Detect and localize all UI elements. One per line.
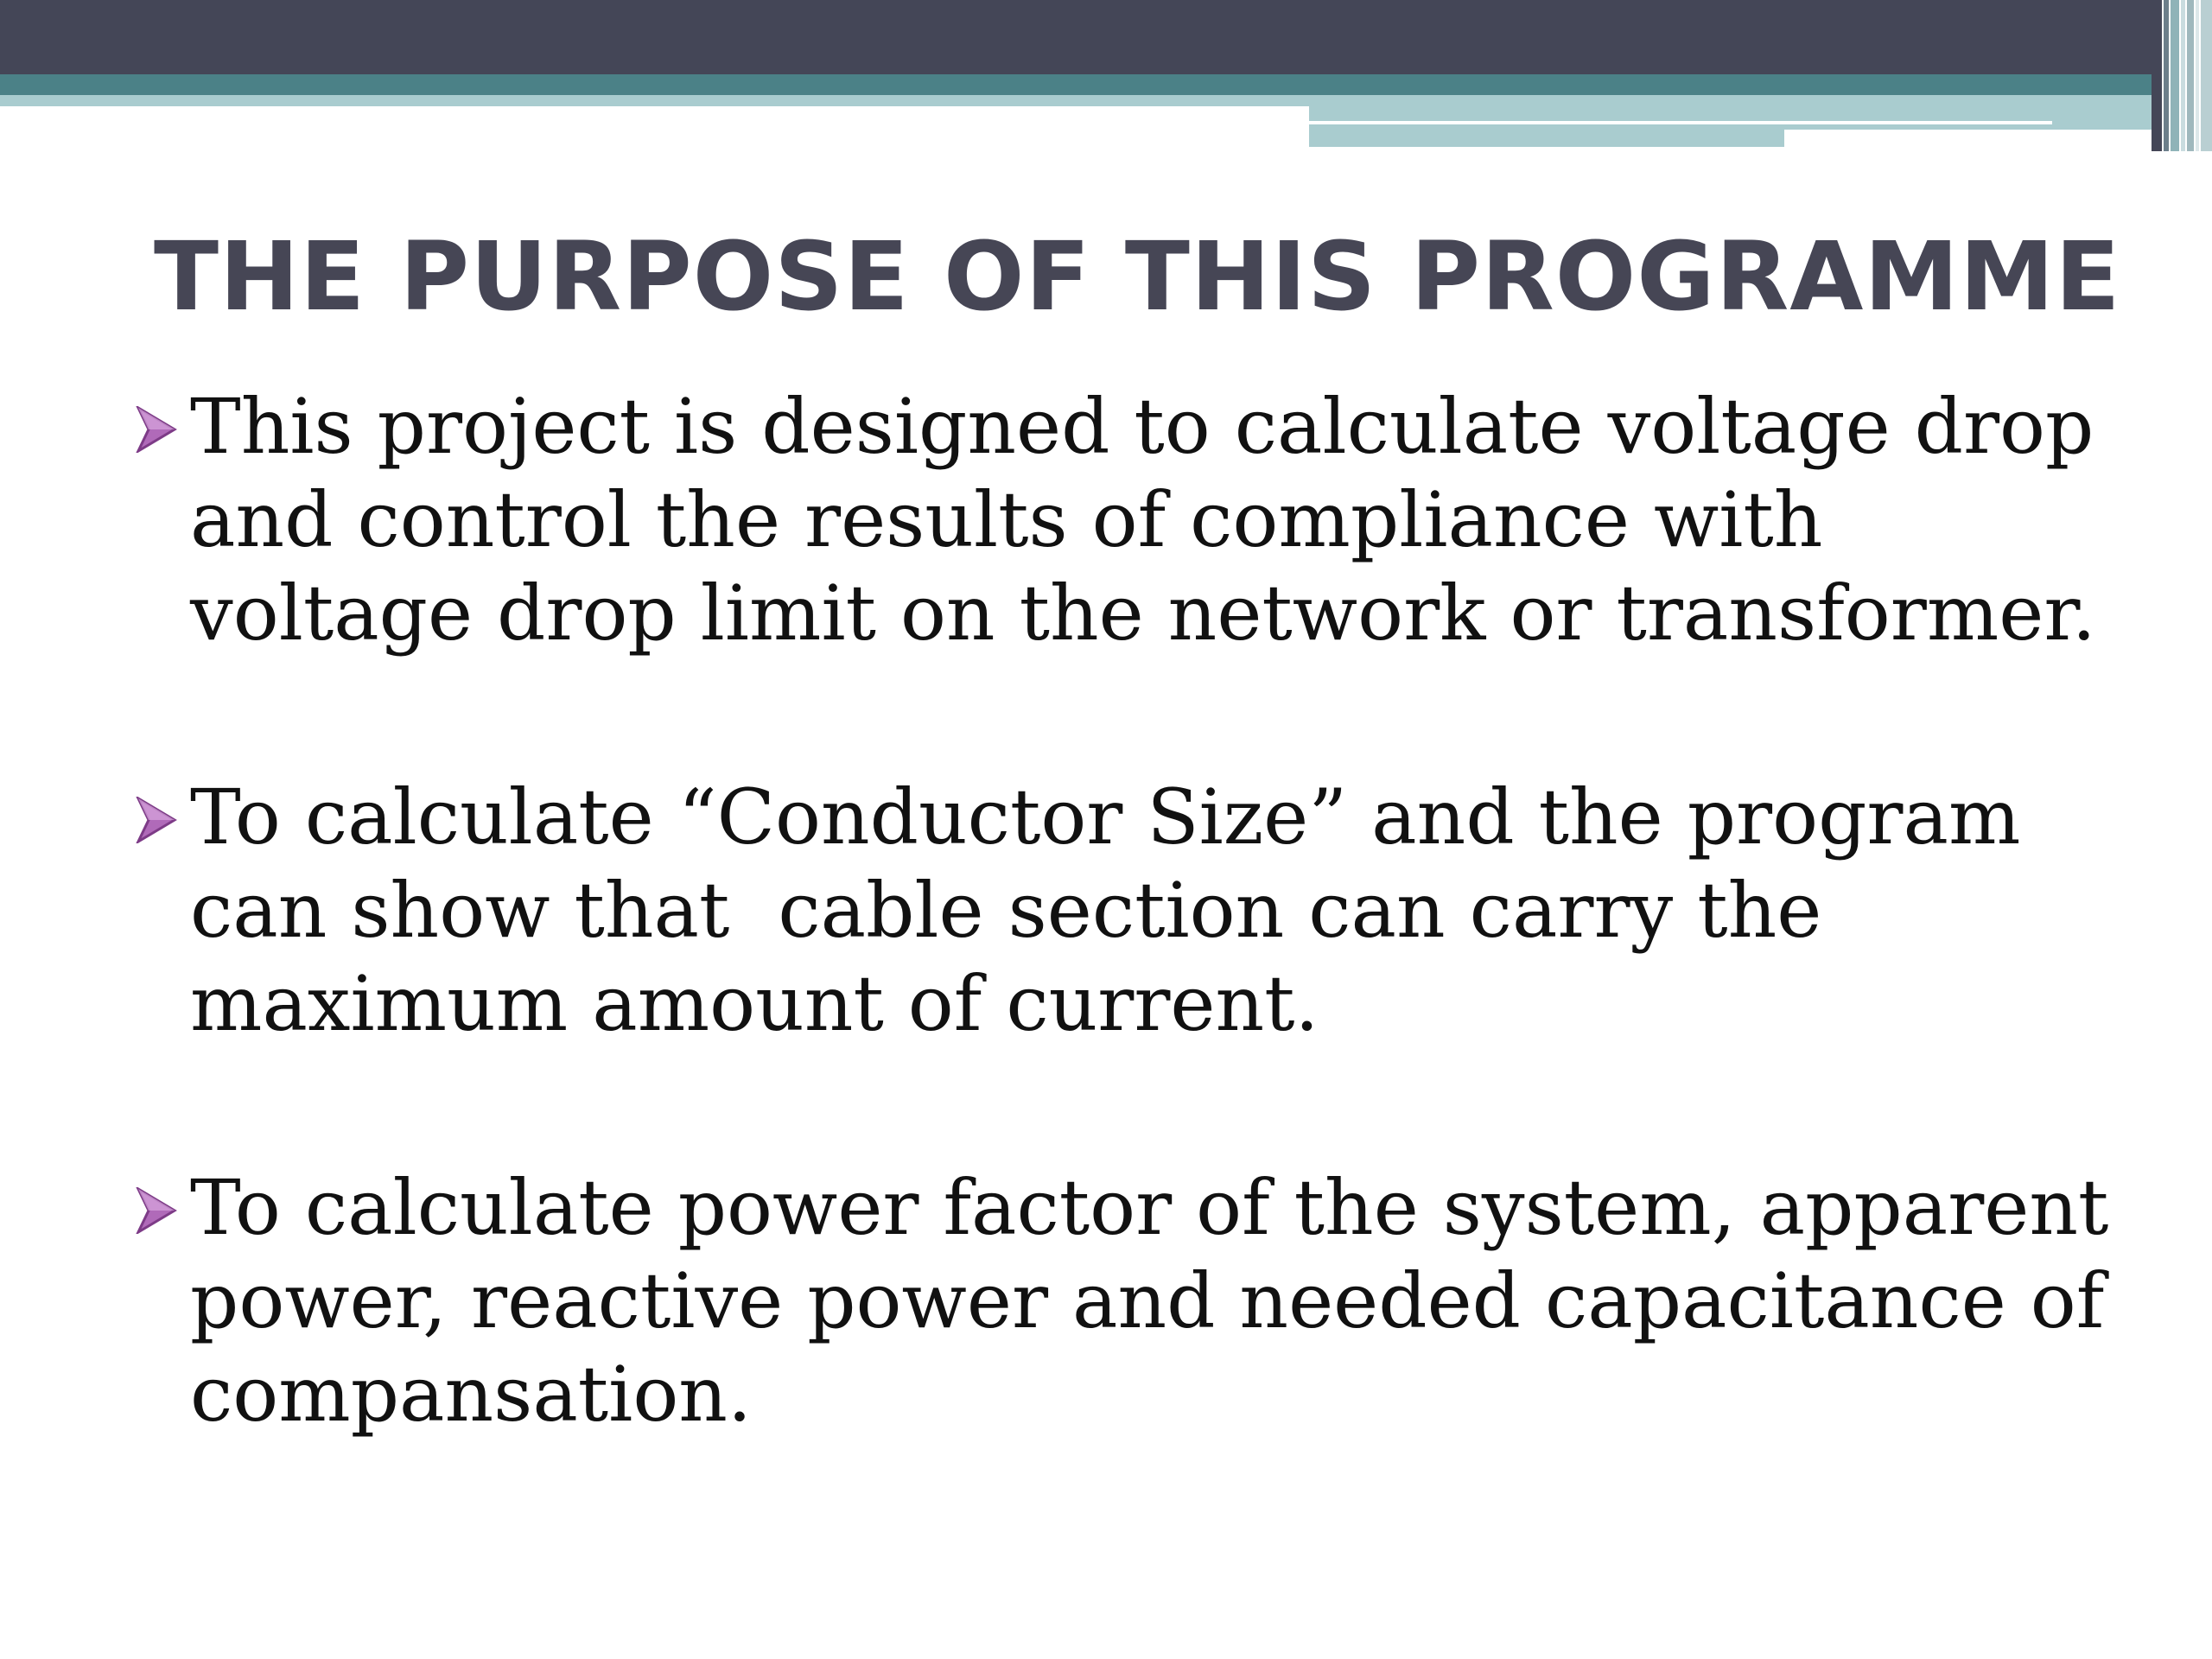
- arrowhead-bullet-icon: [135, 406, 178, 453]
- header-thin-line: [1309, 121, 2052, 124]
- header-band-dark: [0, 0, 2152, 74]
- bullet-text: To calculate “Conductor Size” and the program can show that cable section can carry the maximum amount of current.: [190, 772, 2045, 1048]
- bullet-item: [130, 1161, 2133, 1441]
- header-band-teal: [0, 74, 2152, 95]
- header-band-light-left: [0, 95, 1309, 106]
- bullet-text: This project is designed to calculate voltage drop and control the results of compliance with voltage drop limit on the network or transformer.: [190, 382, 2119, 658]
- header-edge-bars: [2152, 0, 2212, 151]
- bullet-text: To calculate power factor of the system, apparent power, reactive power and needed capacitance of compansation.: [190, 1163, 2133, 1439]
- header-band-light-right-bottom: [1309, 130, 1784, 147]
- arrowhead-bullet-icon: [135, 1187, 178, 1234]
- bullet-item: [130, 380, 2117, 660]
- header-band-light-right: [1309, 95, 2152, 130]
- bullet-item: [130, 771, 2117, 1051]
- bullet-list: [130, 380, 2133, 1552]
- slide-title: THE PURPOSE OF THIS PROGRAMME: [154, 221, 2121, 332]
- arrowhead-bullet-icon: [135, 797, 178, 843]
